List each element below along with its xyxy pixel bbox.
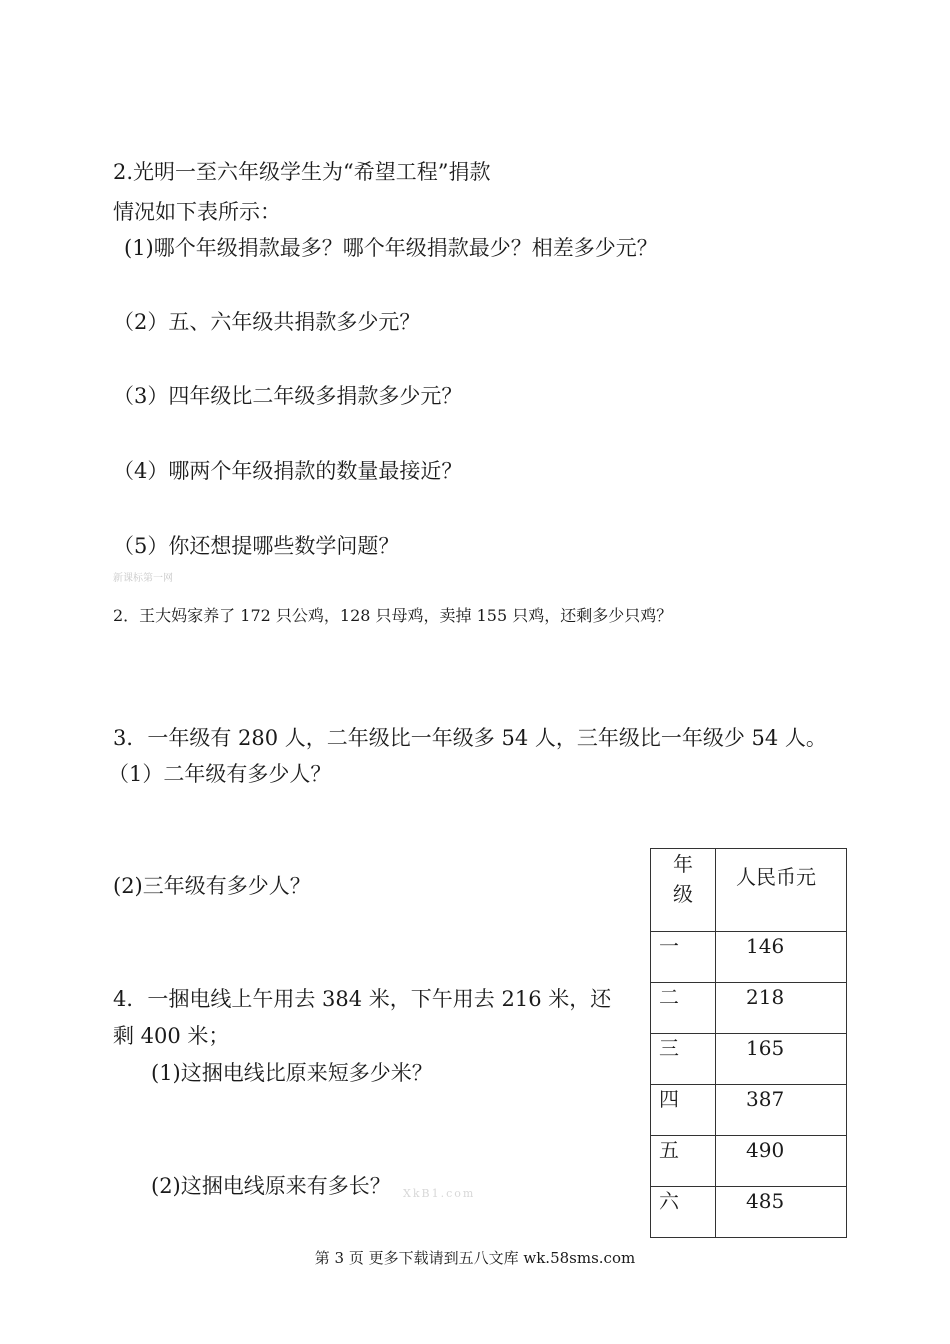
header-grade-line1: 年: [673, 852, 693, 876]
header-amount: 人民币元: [716, 849, 847, 932]
table-row: [651, 1136, 847, 1187]
grade-cell: 六: [651, 1187, 716, 1238]
problem-2b: 2．王大妈家养了 172 只公鸡，128 只母鸡，卖掉 155 只鸡，还剩多少只鸡？: [113, 606, 673, 625]
grade-cell: 二: [651, 983, 716, 1034]
grade-cell: 三: [651, 1034, 716, 1085]
header-grade: [651, 849, 716, 932]
amount-cell: 490: [716, 1136, 847, 1187]
problem-2a-question-2: （2）五、六年级共捐款多少元？: [113, 310, 421, 334]
problem-3-question-2: (2)三年级有多少人？: [113, 874, 311, 898]
grade-cell: 四: [651, 1085, 716, 1136]
problem-2a-question-5: （5）你还想提哪些数学问题？: [113, 534, 400, 558]
amount-cell: 165: [716, 1034, 847, 1085]
amount-cell: 146: [716, 932, 847, 983]
grade-cell: 五: [651, 1136, 716, 1187]
grade-cell: 一: [651, 932, 716, 983]
amount-cell: 218: [716, 983, 847, 1034]
table-row: [651, 983, 847, 1034]
problem-2a-question-3: （3）四年级比二年级多捐款多少元？: [113, 384, 463, 408]
problem-2a-title-line2: 情况如下表所示：: [113, 200, 281, 224]
problem-4-question-2: (2)这捆电线原来有多长？: [151, 1174, 391, 1198]
donation-table: [650, 848, 847, 1238]
problem-2a-question-1: (1)哪个年级捐款最多？哪个年级捐款最少？相差多少元？: [124, 236, 658, 260]
amount-cell: 485: [716, 1187, 847, 1238]
table-row: [651, 1085, 847, 1136]
problem-3-question-1: （1）二年级有多少人？: [108, 762, 332, 786]
problem-3-stem: 3．一年级有 280 人，二年级比一年级多 54 人，三年级比一年级少 54 人。: [113, 726, 827, 750]
problem-2a-title-line1: 2.光明一至六年级学生为“希望工程”捐款: [113, 160, 491, 184]
problem-4-stem-line1: 4．一捆电线上午用去 384 米，下午用去 216 米，还: [113, 987, 612, 1011]
watermark-site: XkB1.com: [403, 1187, 476, 1200]
problem-4-stem-line2: 剩 400 米；: [113, 1024, 230, 1048]
header-grade-line2: 级: [673, 882, 693, 906]
page-footer: 第 3 页 更多下载请到五八文库 wk.58sms.com: [314, 1249, 636, 1267]
table-row: [651, 932, 847, 983]
watermark-small: 新课标第一网: [113, 573, 173, 584]
table-row: [651, 1034, 847, 1085]
problem-4-question-1: (1)这捆电线比原来短多少米？: [151, 1061, 433, 1085]
table-row: [651, 1187, 847, 1238]
amount-cell: 387: [716, 1085, 847, 1136]
problem-2a-question-4: （4）哪两个年级捐款的数量最接近？: [113, 459, 463, 483]
table-header-row: [651, 849, 847, 932]
